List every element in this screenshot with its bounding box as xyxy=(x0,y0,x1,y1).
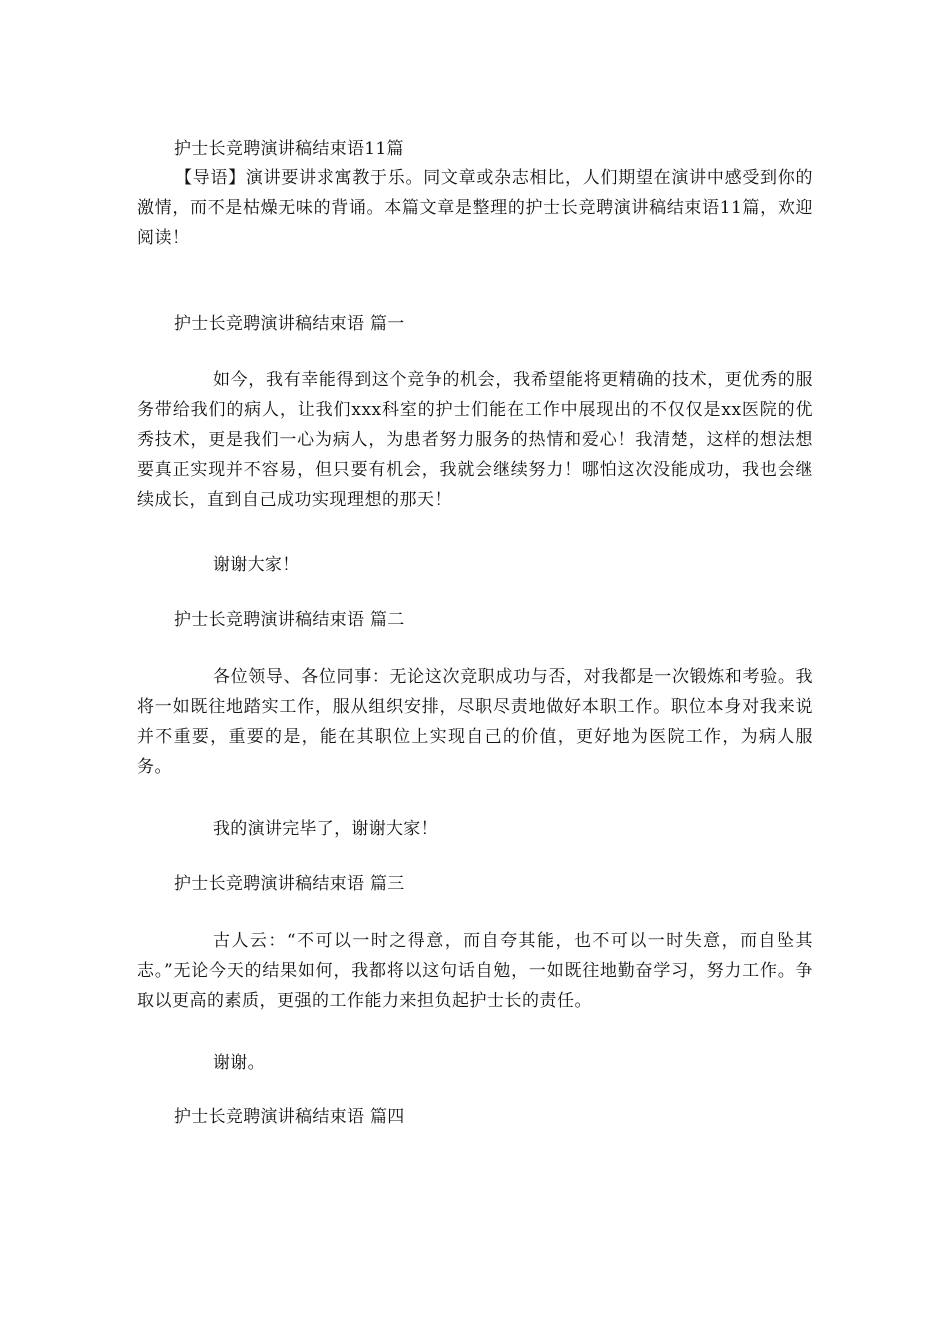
section-body-3: 古人云：“不可以一时之得意，而自夸其能，也不可以一时失意，而自坠其志。”无论今天的结果如何，我都将以这句话自勉，一如既往地勤奋学习，努力工作。争取以更高的素质，更强的工作能力来担负起护士长的责任。 xyxy=(137,931,813,1011)
section-closing-3: 谢谢。 xyxy=(213,1053,265,1073)
section-heading-1: 护士长竞聘演讲稿结束语 篇一 xyxy=(174,314,405,334)
intro-paragraph: 【导语】演讲要讲求寓教于乐。同文章或杂志相比，人们期望在演讲中感受到你的激情，而不是枯燥无味的背诵。本篇文章是整理的护士长竞聘演讲稿结束语11篇，欢迎阅读！ xyxy=(137,168,813,248)
section-closing-1: 谢谢大家！ xyxy=(213,555,300,575)
section-closing-2: 我的演讲完毕了，谢谢大家！ xyxy=(213,819,438,839)
section-body-2: 各位领导、各位同事：无论这次竞职成功与否，对我都是一次锻炼和考验。我将一如既往地踏实工作，服从组织安排，尽职尽责地做好本职工作。职位本身对我来说并不重要，重要的是，能在其职位上实现自己的价值，更好地为医院工作，为病人服务。 xyxy=(137,667,813,777)
section-body-1: 如今，我有幸能得到这个竞争的机会，我希望能将更精确的技术，更优秀的服务带给我们的病人，让我们xxx科室的护士们能在工作中展现出的不仅仅是xx医院的优秀技术，更是我们一心为病人，为患者努力服务的热情和爱心！我清楚，这样的想法想要真正实现并不容易，但只要有机会，我就会继续努力！哪怕这次没能成功，我也会继续成长，直到自己成功实现理想的那天！ xyxy=(137,370,813,510)
section-heading-4: 护士长竞聘演讲稿结束语 篇四 xyxy=(174,1107,405,1127)
document-title: 护士长竞聘演讲稿结束语11篇 xyxy=(174,139,404,159)
section-heading-3: 护士长竞聘演讲稿结束语 篇三 xyxy=(174,874,405,894)
section-heading-2: 护士长竞聘演讲稿结束语 篇二 xyxy=(174,610,405,630)
